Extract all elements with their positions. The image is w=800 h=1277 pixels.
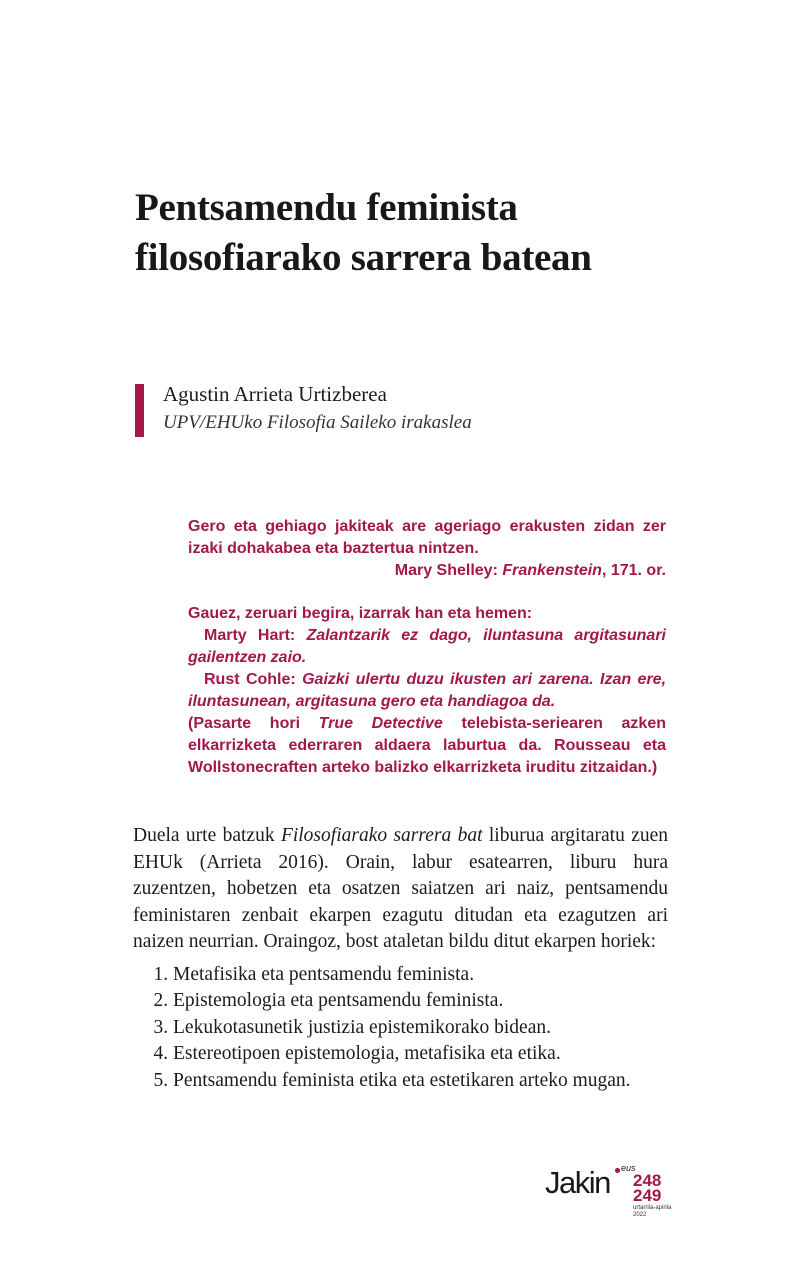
title-line-1: Pentsamendu feminista <box>135 186 518 229</box>
dialogue-marty: Marty Hart: Zalantzarik ez dago, iluntasuna argitasunari gailentzen zaio. <box>188 627 667 666</box>
epigraph-quote: Gero eta gehiago jakiteak are ageriago erakusten zidan zer izaki dohakabea eta baztertua nintzen. <box>188 518 666 557</box>
list-item: 1. Metafisika eta pentsamendu feminista. <box>173 962 668 989</box>
page-title <box>135 183 735 283</box>
issue-number-2: 249 <box>633 1186 662 1205</box>
author-name: Agustin Arrieta Urtizberea <box>163 382 387 406</box>
issue-year: 2022 <box>633 1212 647 1218</box>
logo-word: Jakin <box>545 1165 610 1200</box>
author-affiliation: UPV/EHUko Filosofia Saileko irakaslea <box>163 412 472 433</box>
issue-number-1: 248 <box>633 1171 662 1190</box>
list-item: 4. Estereotipoen epistemologia, metafisika eta etika. <box>173 1041 668 1068</box>
issue-period: urtarrila-apirila <box>633 1205 672 1211</box>
epigraph-shelley <box>188 516 666 582</box>
dialogue-rust: Rust Cohle: Gaizki ulertu duzu ikusten ari zarena. Izan ere, iluntasunean, argitasuna gero eta handiagoa da. <box>188 671 667 710</box>
list-item: 3. Lekukotasunetik justizia epistemikorako bidean. <box>173 1015 668 1042</box>
epigraph-intro: Gauez, zeruari begira, izarrak han eta hemen: <box>188 605 533 622</box>
jakin-logo <box>545 1163 675 1218</box>
intro-paragraph: Duela urte batzuk Filosofiarako sarrera bat liburua argitaratu zuen EHUk (Arrieta 2016). Orain, labur esatearren, liburu hura zuzentzen, hobetzen eta osatzen saiatzen ari naiz, pentsamendu feministaren zenbait ekarpen ezagutu ditudan eta ezagutzen ari naizen neurrian. Oraingoz, bost ataletan bildu ditut ekarpen horiek: <box>133 825 669 952</box>
author-accent-bar <box>135 384 144 437</box>
logo-dot-icon <box>615 1168 620 1173</box>
epigraph-attribution: Mary Shelley: Frankenstein, 171. or. <box>394 562 666 579</box>
list-item: 5. Pentsamendu feminista etika eta estetikaren arteko mugan. <box>173 1068 668 1095</box>
logo-suffix: eus <box>621 1163 636 1173</box>
list-item: 2. Epistemologia eta pentsamendu feminista. <box>173 988 668 1015</box>
body-text <box>133 823 668 1094</box>
title-line-2: filosofiarako sarrera batean <box>135 236 592 279</box>
author-block <box>135 380 635 436</box>
epigraph-note: (Pasarte hori True Detective telebista-seriearen azken elkarrizketa ederraren aldaera laburtua da. Rousseau eta Wollstonecraften arteko balizko elkarrizketa iruditu zitzaidan.) <box>188 715 667 776</box>
epigraph-true-detective <box>188 603 666 779</box>
sections-list <box>133 962 668 1095</box>
